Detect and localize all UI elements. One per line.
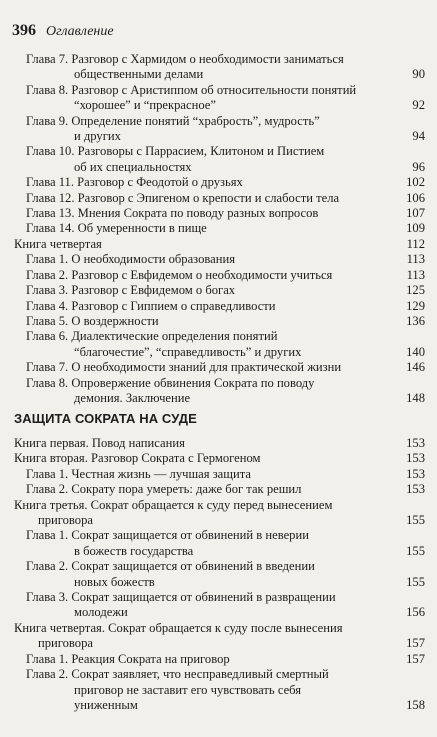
toc-entry-text: Книга четвертая <box>14 236 102 251</box>
toc-page-number: 153 <box>406 482 425 497</box>
toc-page-number: 148 <box>406 390 425 405</box>
running-header <box>12 22 114 41</box>
toc-entry-text: Глава 1. О необходимости образования <box>26 252 236 267</box>
toc-page-number: 129 <box>406 298 425 313</box>
toc-entry-text: Книга четвертая. Сократ обращается к суду после вынесения <box>14 620 343 635</box>
toc-entry <box>14 436 437 451</box>
toc-entry-text: в божеств государства <box>74 543 194 558</box>
toc-page-number: 90 <box>412 67 425 82</box>
toc-list-bottom <box>0 436 437 713</box>
toc-entry <box>26 329 437 360</box>
toc-entry-text: Глава 3. Сократ защищается от обвинений в развращении <box>26 590 336 605</box>
toc-entry-text: приговора <box>38 513 93 528</box>
toc-page-number: 106 <box>406 190 425 205</box>
toc-page-number: 113 <box>406 252 425 267</box>
toc-entry <box>14 498 437 529</box>
toc-entry-text: общественными делами <box>74 67 204 82</box>
toc-page-number: 112 <box>406 236 425 251</box>
toc-entry-text: Глава 9. Определение понятий “храбрость”, мудрость” <box>26 113 320 128</box>
toc-entry-text: Книга третья. Сократ обращается к суду перед вынесением <box>14 497 333 512</box>
toc-entry-text: униженным <box>74 697 138 712</box>
toc-entry-text: Глава 10. Разговоры с Паррасием, Клитоном и Пистием <box>26 144 325 159</box>
toc-page-number: 92 <box>412 98 425 113</box>
toc-entry-text: Глава 6. Диалектические определения понятий <box>26 329 278 344</box>
toc-entry-text: молодежи <box>74 605 128 620</box>
toc-entry <box>26 191 437 206</box>
toc-page-number: 96 <box>412 159 425 174</box>
toc-page-number: 155 <box>406 574 425 589</box>
toc-entry-text: об их специальностях <box>74 159 192 174</box>
toc-entry-text: Глава 4. Разговор с Гиппием о справедливости <box>26 298 276 313</box>
toc-entry <box>26 144 437 175</box>
toc-entry-text: приговор не заставит его чувствовать себя <box>74 682 302 697</box>
toc-page-number: 156 <box>406 605 425 620</box>
toc-entry <box>26 299 437 314</box>
toc-entry-text: демония. Заключение <box>74 390 191 405</box>
toc-entry <box>26 667 437 713</box>
toc-entry <box>26 528 437 559</box>
toc-page-number: 153 <box>406 451 425 466</box>
toc-entry-text: Глава 1. Реакция Сократа на приговор <box>26 651 230 666</box>
toc-entry <box>26 83 437 114</box>
toc-entry-text: Глава 13. Мнения Сократа по поводу разных вопросов <box>26 206 319 221</box>
toc-entry <box>26 652 437 667</box>
toc-page-number: 157 <box>406 651 425 666</box>
toc-entry-text: приговора <box>38 636 93 651</box>
toc-entry <box>26 175 437 190</box>
toc-page-number: 125 <box>406 283 425 298</box>
toc-entry-text: Глава 5. О воздержности <box>26 313 159 328</box>
toc-entry-text: Глава 8. Опровержение обвинения Сократа по поводу <box>26 375 315 390</box>
toc-entry-text: Глава 12. Разговор с Эпигеном о крепости и слабости тела <box>26 190 340 205</box>
toc-entry-text: “хорошее” и “прекрасное” <box>74 98 216 113</box>
toc-entry-text: Глава 7. О необходимости знаний для практической жизни <box>26 360 342 375</box>
toc-entry-text: Глава 7. Разговор с Хармидом о необходимости заниматься <box>26 52 344 66</box>
toc-entry <box>26 376 437 407</box>
toc-page-number: 136 <box>406 313 425 328</box>
toc-entry <box>26 314 437 329</box>
running-title: Оглавление <box>46 24 114 39</box>
toc-entry <box>26 114 437 145</box>
toc-entry-text: и других <box>74 129 121 144</box>
toc-entry <box>26 206 437 221</box>
toc-entry-text: Глава 11. Разговор с Феодотой о друзьях <box>26 175 243 190</box>
toc-entry <box>26 482 437 497</box>
toc-entry <box>26 268 437 283</box>
toc-entry <box>14 451 437 466</box>
toc-page-number: 102 <box>406 175 425 190</box>
toc-page-number: 94 <box>412 129 425 144</box>
toc-entry-text: “благочестие”, “справедливость” и других <box>74 344 302 359</box>
toc-page-number: 140 <box>406 344 425 359</box>
toc-entry-text: Глава 1. Честная жизнь — лучшая защита <box>26 466 251 481</box>
toc-page-number: 107 <box>406 206 425 221</box>
toc-page-number: 155 <box>406 513 425 528</box>
toc-entry <box>14 621 437 652</box>
toc-page-number: 109 <box>406 221 425 236</box>
toc-entry <box>26 590 437 621</box>
section-title: ЗАЩИТА СОКРАТА НА СУДЕ <box>14 411 197 426</box>
toc-page-number: 158 <box>406 697 425 712</box>
toc-page-number: 157 <box>406 636 425 651</box>
toc-entry-text: Глава 8. Разговор с Аристиппом об относительности понятий <box>26 82 357 97</box>
toc-entry-text: Глава 3. Разговор с Евфидемом о богах <box>26 283 236 298</box>
toc-entry-text: Глава 2. Сократ защищается от обвинений в введении <box>26 559 315 574</box>
toc-entry <box>26 467 437 482</box>
toc-entry-text: Глава 1. Сократ защищается от обвинений в неверии <box>26 528 309 543</box>
toc-page-number: 146 <box>406 360 425 375</box>
toc-entry-text: Глава 2. Разговор с Евфидемом о необходимости учиться <box>26 267 333 282</box>
toc-entry <box>14 237 437 252</box>
toc-entry-text: новых божеств <box>74 574 155 589</box>
toc-entry-text: Книга вторая. Разговор Сократа с Гермогеном <box>14 451 261 466</box>
toc-entry-text: Глава 2. Сократ заявляет, что несправедливый смертный <box>26 667 329 682</box>
toc-page-number: 113 <box>406 267 425 282</box>
toc-entry-text: Глава 2. Сократу пора умереть: даже бог так решил <box>26 482 302 497</box>
toc-entry <box>26 252 437 267</box>
toc-page-number: 153 <box>406 436 425 450</box>
toc-page-number: 155 <box>406 543 425 558</box>
toc-page-number: 153 <box>406 466 425 481</box>
toc-entry-text: Книга первая. Повод написания <box>14 436 185 450</box>
toc-entry-text: Глава 14. Об умеренности в пище <box>26 221 207 236</box>
toc-entry <box>26 221 437 236</box>
toc-entry <box>26 360 437 375</box>
page-number: 396 <box>12 22 36 39</box>
toc-entry <box>26 559 437 590</box>
toc-entry <box>26 283 437 298</box>
toc-list-top <box>0 52 437 406</box>
toc-entry <box>26 52 437 83</box>
